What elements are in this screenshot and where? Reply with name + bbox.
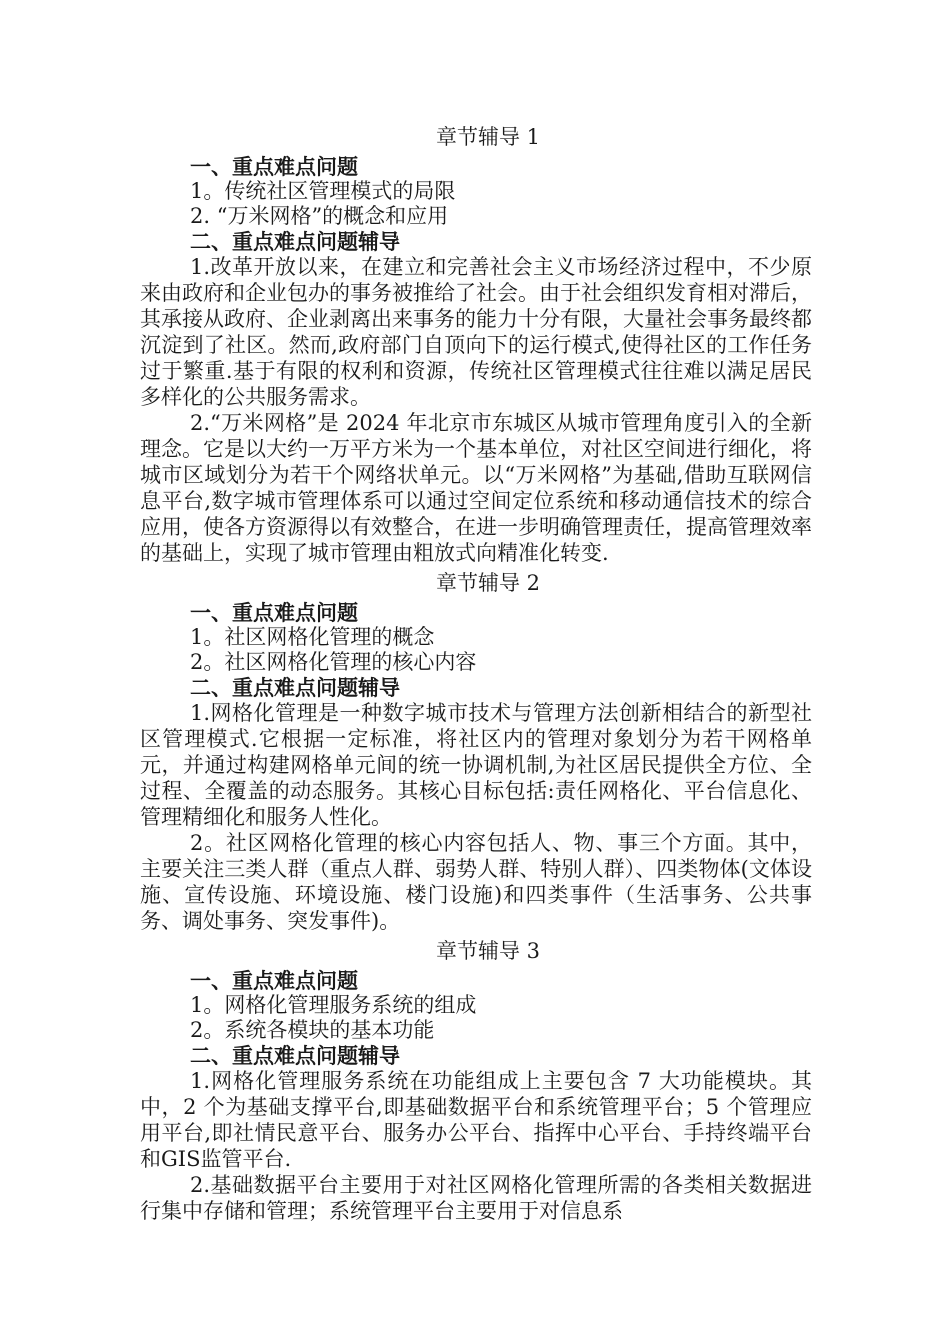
- guidance-paragraph: 1.网格化管理是一种数字城市技术与管理方法创新相结合的新型社区管理模式.它根据一定标准，将社区内的管理对象划分为若干网格单元，并通过构建网格单元间的统一协调机制,为社区居民提供全方位、全过程、全覆盖的动态服务。其核心目标包括:责任网格化、平台信息化、管理精细化和服务人性化。: [140, 701, 812, 829]
- section-heading-guidance: 二、重点难点问题辅导: [190, 1043, 400, 1068]
- document-page: [140, 120, 812, 1224]
- problem-item: 2. “万米网格”的概念和应用: [190, 204, 449, 228]
- section-heading-problems: 一、重点难点问题: [190, 154, 358, 179]
- guidance-paragraph: 2.“万米网格”是 2024 年北京市东城区从城市管理角度引入的全新理念。它是以大约一万平方米为一个基本单位，对社区空间进行细化，将城市区域划分为若干个网络状单元。以“万米网格”为基础,借助互联网信息平台,数字城市管理体系可以通过空间定位系统和移动通信技术的综合应用，使各方资源得以有效整合，在进一步明确管理责任，提高管理效率的基础上，实现了城市管理由粗放式向精准化转变.: [140, 411, 812, 565]
- guidance-paragraph: 2。社区网格化管理的核心内容包括人、物、事三个方面。其中，主要关注三类人群（重点人群、弱势人群、特别人群）、四类物体(文体设施、宣传设施、环境设施、楼门设施)和四类事件（生活事务、公共事务、调处事务、突发事件)。: [140, 831, 812, 933]
- guidance-paragraph: 1.改革开放以来，在建立和完善社会主义市场经济过程中，不少原来由政府和企业包办的事务被推给了社会。由于社会组织发育相对滞后，其承接从政府、企业剥离出来事务的能力十分有限，大量社会事务最终都沉淀到了社区。然而,政府部门自顶向下的运行模式,使得社区的工作任务过于繁重.基于有限的权利和资源，传统社区管理模式往往难以满足居民多样化的公共服务需求。: [140, 255, 812, 409]
- chapter-2: [140, 566, 812, 934]
- section-heading-guidance: 二、重点难点问题辅导: [190, 675, 400, 700]
- problem-item: 1。网格化管理服务系统的组成: [190, 993, 477, 1017]
- problem-item: 2。社区网格化管理的核心内容: [190, 650, 477, 674]
- chapter-title: 章节辅导 1: [435, 125, 541, 149]
- section-heading-guidance: 二、重点难点问题辅导: [190, 229, 400, 254]
- chapter-3: [140, 934, 812, 1224]
- problem-item: 1。传统社区管理模式的局限: [190, 179, 456, 203]
- chapter-1: [140, 120, 812, 566]
- section-heading-problems: 一、重点难点问题: [190, 968, 358, 993]
- chapter-title: 章节辅导 3: [435, 939, 541, 963]
- section-heading-problems: 一、重点难点问题: [190, 600, 358, 625]
- chapter-title: 章节辅导 2: [435, 571, 541, 595]
- guidance-paragraph: 2.基础数据平台主要用于对社区网格化管理所需的各类相关数据进行集中存储和管理；系统管理平台主要用于对信息系: [140, 1173, 812, 1223]
- problem-item: 2。系统各模块的基本功能: [190, 1018, 435, 1042]
- guidance-paragraph: 1.网格化管理服务系统在功能组成上主要包含 7 大功能模块。其中，2 个为基础支撑平台,即基础数据平台和系统管理平台；5 个管理应用平台,即社情民意平台、服务办公平台、指挥中心平台、手持终端平台和GIS监管平台.: [140, 1069, 812, 1171]
- problem-item: 1。社区网格化管理的概念: [190, 625, 435, 649]
